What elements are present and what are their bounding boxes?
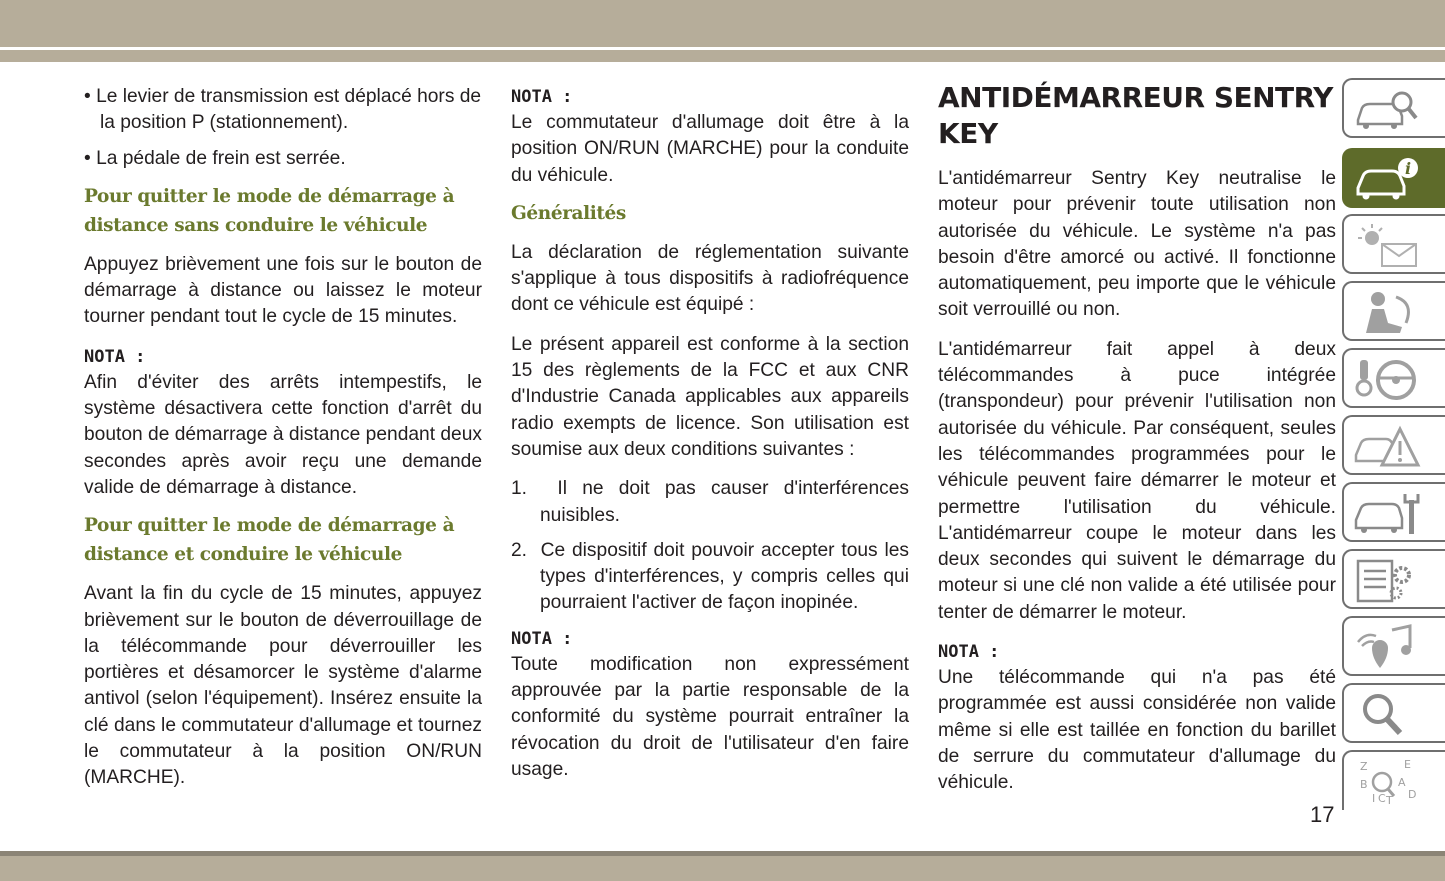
tab-car-warning[interactable] (1342, 415, 1445, 475)
svg-text:i: i (1405, 159, 1412, 178)
paragraph: Le présent appareil est conforme à la section 15 des règlements de la FCC et aux CNR d'Industrie Canada applicables aux appareils radio exempts de licence. Son utilisation est soumise aux deux conditions suivantes : (511, 333, 909, 460)
page-number: 17 (1310, 802, 1335, 827)
car-warning-icon (1352, 423, 1422, 469)
car-wrench-icon (1352, 490, 1422, 536)
magnifier-icon (1352, 691, 1422, 737)
key-steering-wheel-icon (1352, 356, 1422, 402)
multimedia-icon (1352, 624, 1422, 670)
paragraph: L'antidémarreur fait appel à deux télécommandes à puce intégrée (transpondeur) pour prévenir l'utilisation non autorisée du véhicule. Par conséquent, seules les télécommandes programmées pour le véhicule peuvent faire démarrer le moteur et permettre l'utilisation du véhicule. L'antidémarreur coupe le moteur dans les deux secondes qui suivent le démarrage du moteur si une clé non valide a été utilisée pour tenter de démarrer le moteur. (938, 338, 1336, 623)
svg-text:D: D (1408, 788, 1417, 801)
svg-text:T: T (1386, 794, 1393, 804)
nota-text: Une télécommande qui n'a pas été programmée est aussi considérée non valide même si elle est taillée en fonction du barillet de serrure du commutateur d'allumage du véhicule. (938, 667, 1336, 794)
tab-multimedia[interactable] (1342, 616, 1445, 676)
header-band-lower (0, 50, 1445, 62)
nota-text: Le commutateur d'allumage doit être à la position ON/RUN (MARCHE) pour la conduite du véhicule. (511, 112, 909, 186)
column-middle (511, 84, 909, 783)
header-band (0, 0, 1445, 47)
car-search-icon (1352, 86, 1422, 132)
tab-index[interactable] (1342, 750, 1445, 810)
nota-text: Toute modification non expressément approuvée par la partie responsable de la conformité du système pourrait entraîner la révocation du droit de l'utilisateur d'en faire usage. (511, 653, 909, 780)
footer-band (0, 856, 1445, 881)
bullet-item: • Le levier de transmission est déplacé hors de la position P (stationnement). (84, 86, 482, 134)
tab-key-steering[interactable] (1342, 348, 1445, 408)
numbered-list (511, 476, 909, 616)
svg-text:B: B (1360, 778, 1368, 791)
list-item: 1. Il ne doit pas causer d'interférences nuisibles. (511, 478, 909, 526)
tab-dashboard-lights[interactable] (1342, 214, 1445, 274)
svg-text:C: C (1378, 792, 1386, 804)
section-heading: Pour quitter le mode de démarrage à distance et conduire le véhicule (84, 515, 455, 566)
list-item: 2. Ce dispositif doit pouvoir accepter tous les types d'interférences, y compris celles qui pourraient l'activer de façon inopinée. (511, 539, 909, 614)
bullet-item: • La pédale de frein est serrée. (84, 147, 346, 169)
nota-label: NOTA : (84, 346, 146, 367)
nota-label: NOTA : (511, 628, 573, 649)
paragraph: La déclaration de réglementation suivante s'applique à tous dispositifs à radiofréquence dont ce véhicule est équipé : (511, 241, 909, 316)
column-right (938, 81, 1336, 797)
car-info-icon (1352, 156, 1422, 202)
paragraph: Avant la fin du cycle de 15 minutes, appuyez brièvement sur le bouton de déverrouillage de la télécommande pour déverrouiller les portières et désamorcer le système d'alarme antivol (selon l'équipement). Insérez ensuite la clé dans le commutateur d'allumage et tournez le commutateur à la position ON/RUN (MARCHE). (84, 583, 482, 789)
svg-text:A: A (1398, 776, 1406, 789)
tab-airbag-safety[interactable] (1342, 281, 1445, 341)
paragraph: Appuyez brièvement une fois sur le bouton de démarrage à distance ou laissez le moteur tourner pendant tout le cycle de 15 minutes. (84, 253, 482, 328)
svg-text:Z: Z (1360, 760, 1368, 773)
tab-car-info[interactable] (1342, 148, 1445, 208)
page-title: ANTIDÉMARREUR SENTRY KEY (938, 81, 1333, 150)
column-left (84, 84, 482, 792)
specifications-icon (1352, 557, 1422, 603)
index-letters-icon (1352, 758, 1422, 804)
airbag-safety-icon (1352, 289, 1422, 335)
dashboard-lights-icon (1352, 222, 1422, 268)
section-heading: Pour quitter le mode de démarrage à distance sans conduire le véhicule (84, 185, 455, 236)
tab-search[interactable] (1342, 683, 1445, 743)
nota-label: NOTA : (938, 642, 1000, 663)
tab-car-wrench[interactable] (1342, 482, 1445, 542)
svg-text:E: E (1404, 758, 1411, 771)
nota-text: Afin d'éviter des arrêts intempestifs, le système désactivera cette fonction d'arrêt du bouton de démarrage à distance pendant deux secondes après avoir reçu une demande valide de démarrage à distance. (84, 371, 482, 498)
nota-label: NOTA : (511, 87, 573, 107)
svg-text:I: I (1372, 792, 1376, 804)
tab-car-search[interactable] (1342, 78, 1445, 138)
tab-specifications[interactable] (1342, 549, 1445, 609)
section-heading: Généralités (511, 202, 626, 224)
paragraph: L'antidémarreur Sentry Key neutralise le moteur pour prévenir toute utilisation non autorisée du véhicule. Le système n'a pas besoin d'être amorcé ou activé. Il fonctionne automatiquement, peu importe que le véhicule soit verrouillé ou non. (938, 168, 1336, 321)
